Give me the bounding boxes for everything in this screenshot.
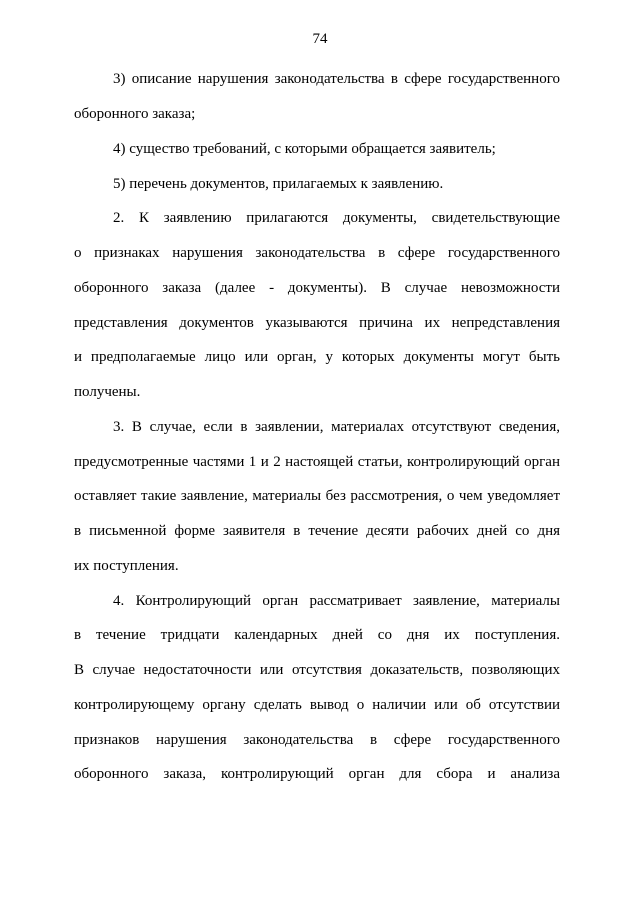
text-line: 2. К заявлению прилагаются документы, свидетельствующие bbox=[113, 210, 560, 226]
text-line: представления документов указываются причина их непредставления bbox=[74, 315, 560, 331]
text-line: их поступления. bbox=[74, 558, 179, 574]
text-line: 3) описание нарушения законодательства в сфере государственного bbox=[113, 71, 560, 87]
text-line: оборонного заказа (далее - документы). В случае невозможности bbox=[74, 280, 560, 296]
text-line: о признаках нарушения законодательства в сфере государственного bbox=[74, 245, 560, 261]
text-line: и предполагаемые лицо или орган, у которых документы могут быть bbox=[74, 349, 560, 365]
text-line: оставляет такие заявление, материалы без рассмотрения, о чем уведомляет bbox=[74, 488, 560, 504]
text-line: 3. В случае, если в заявлении, материалах отсутствуют сведения, bbox=[113, 419, 560, 435]
text-line: 5) перечень документов, прилагаемых к заявлению. bbox=[113, 176, 444, 192]
text-line: получены. bbox=[74, 384, 141, 400]
text-line: в письменной форме заявителя в течение десяти рабочих дней со дня bbox=[74, 523, 560, 539]
text-line: 4. Контролирующий орган рассматривает заявление, материалы bbox=[113, 593, 560, 609]
page-number: 74 bbox=[312, 31, 328, 47]
text-line: контролирующему органу сделать вывод о наличии или об отсутствии bbox=[74, 697, 560, 713]
text-line: оборонного заказа; bbox=[74, 106, 196, 122]
text-line: предусмотренные частями 1 и 2 настоящей статьи, контролирующий орган bbox=[74, 454, 560, 470]
text-line: В случае недостаточности или отсутствия доказательств, позволяющих bbox=[74, 662, 560, 678]
text-line: оборонного заказа, контролирующий орган для сбора и анализа bbox=[74, 766, 560, 782]
text-line: 4) существо требований, с которыми обращается заявитель; bbox=[113, 141, 496, 157]
text-line: в течение тридцати календарных дней со дня их поступления. bbox=[74, 627, 560, 643]
text-line: признаков нарушения законодательства в сфере государственного bbox=[74, 732, 560, 748]
